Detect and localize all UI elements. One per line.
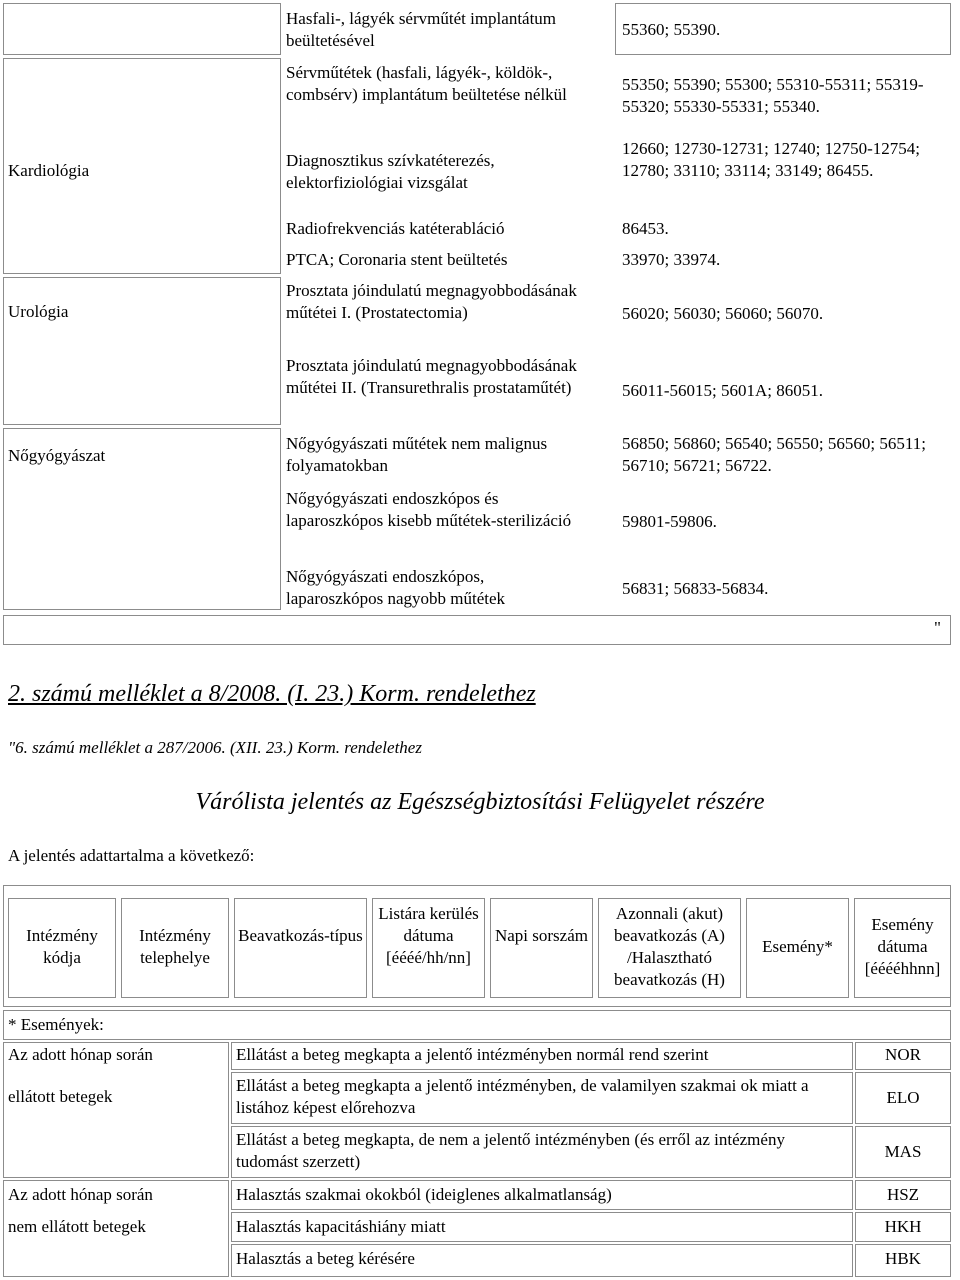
event-code: ELO	[886, 1088, 920, 1107]
group-label: Az adott hónap során	[8, 1185, 153, 1204]
specialty-label: Kardiológia	[8, 161, 90, 180]
event-description: Halasztás kapacitáshiány miatt	[236, 1217, 446, 1236]
column-header: Azonnali (akut) beavatkozás (A) /Halasztható beavatkozás (H)	[614, 904, 725, 989]
event-code: HBK	[885, 1249, 921, 1268]
event-code: HKH	[884, 1217, 922, 1236]
column-header: Esemény*	[762, 937, 833, 956]
table-cell	[3, 3, 281, 55]
group-label: ellátott betegek	[8, 1087, 113, 1106]
column-header: Intézmény kódja	[26, 926, 98, 967]
procedure-codes: 55350; 55390; 55300; 55310-55311; 55319-55320; 55330-55331; 55340.	[622, 75, 924, 116]
procedure-codes: 59801-59806.	[622, 512, 717, 531]
column-header: Intézmény telephelye	[139, 926, 211, 967]
procedure-name: Prosztata jóindulatú megnagyobbodásának műtétei II. (Transurethralis prostataműtét)	[286, 356, 577, 397]
event-code: MAS	[884, 1142, 922, 1161]
column-header: Listára kerülés dátuma [éééé/hh/nn]	[378, 904, 479, 967]
events-heading: * Események:	[8, 1015, 104, 1034]
column-header: Napi sorszám	[494, 926, 588, 945]
event-code: NOR	[885, 1045, 921, 1064]
column-header-cell	[234, 898, 367, 998]
procedure-name: Prosztata jóindulatú megnagyobbodásának műtétei I. (Prostatectomia)	[286, 281, 577, 322]
annex-subtitle: "6. számú melléklet a 287/2006. (XII. 23.) Korm. rendelethez	[8, 738, 422, 757]
procedure-name: Nőgyógyászati endoszkópos, laparoszkópos nagyobb műtétek	[286, 567, 506, 608]
event-code: HSZ	[886, 1185, 920, 1204]
intro-text: A jelentés adattartalma a következő:	[8, 846, 255, 865]
event-description: Halasztás a beteg kérésére	[236, 1249, 415, 1268]
report-title: Várólista jelentés az Egészségbiztosítási Felügyelet részére	[195, 789, 765, 815]
procedure-codes: 55360; 55390.	[622, 20, 721, 39]
procedure-name: PTCA; Coronaria stent beültetés	[286, 250, 508, 269]
closing-quote: "	[934, 618, 941, 637]
procedure-name: Radiofrekvenciás katéterabláció	[286, 219, 505, 238]
annex-title: 2. számú melléklet a 8/2008. (I. 23.) Korm. rendelethez	[8, 681, 536, 707]
procedure-codes: 56831; 56833-56834.	[622, 579, 769, 598]
procedure-codes: 33970; 33974.	[622, 250, 721, 269]
specialty-label: Nőgyógyászat	[8, 446, 106, 465]
event-description: Halasztás szakmai okokból (ideiglenes alkalmatlanság)	[236, 1185, 612, 1204]
column-header: Beavatkozás-típus	[238, 926, 363, 945]
group-label: nem ellátott betegek	[8, 1217, 146, 1236]
group-label: Az adott hónap során	[8, 1045, 153, 1064]
procedure-codes: 86453.	[622, 219, 669, 238]
column-header-cell	[490, 898, 593, 998]
procedure-codes: 56020; 56030; 56060; 56070.	[622, 304, 824, 323]
table-cell	[3, 277, 281, 425]
event-description: Ellátást a beteg megkapta, de nem a jelentő intézményben (és erről az intézmény tudomást szerzett)	[236, 1130, 785, 1171]
procedure-name: Nőgyógyászati endoszkópos és laparoszkópos kisebb műtétek-sterilizáció	[286, 489, 572, 530]
event-description: Ellátást a beteg megkapta a jelentő intézményben, de valamilyen szakmai ok miatt a listához képest előrehozva	[236, 1076, 809, 1117]
procedure-name: Nőgyógyászati műtétek nem malignus folyamatokban	[286, 434, 548, 475]
table-cell	[3, 615, 951, 645]
specialty-label: Urológia	[8, 302, 69, 321]
procedure-name: Hasfali-, lágyék sérvműtét implantátum beültetésével	[286, 9, 557, 50]
procedure-codes: 56850; 56860; 56540; 56550; 56560; 56511; 56710; 56721; 56722.	[622, 434, 926, 475]
procedure-name: Sérvműtétek (hasfali, lágyék-, köldök-, combsérv) implantátum beültetése nélkül	[286, 63, 567, 104]
events-heading-cell	[3, 1010, 951, 1040]
procedure-name: Diagnosztikus szívkatéterezés, elektorfiziológiai vizsgálat	[286, 151, 495, 192]
event-description: Ellátást a beteg megkapta a jelentő intézményben normál rend szerint	[236, 1045, 709, 1064]
procedure-codes: 56011-56015; 5601A; 86051.	[622, 381, 824, 400]
procedure-codes: 12660; 12730-12731; 12740; 12750-12754; 12780; 33110; 33114; 33149; 86455.	[622, 139, 920, 180]
column-header: Esemény dátuma [ééééhhnn]	[864, 915, 941, 978]
